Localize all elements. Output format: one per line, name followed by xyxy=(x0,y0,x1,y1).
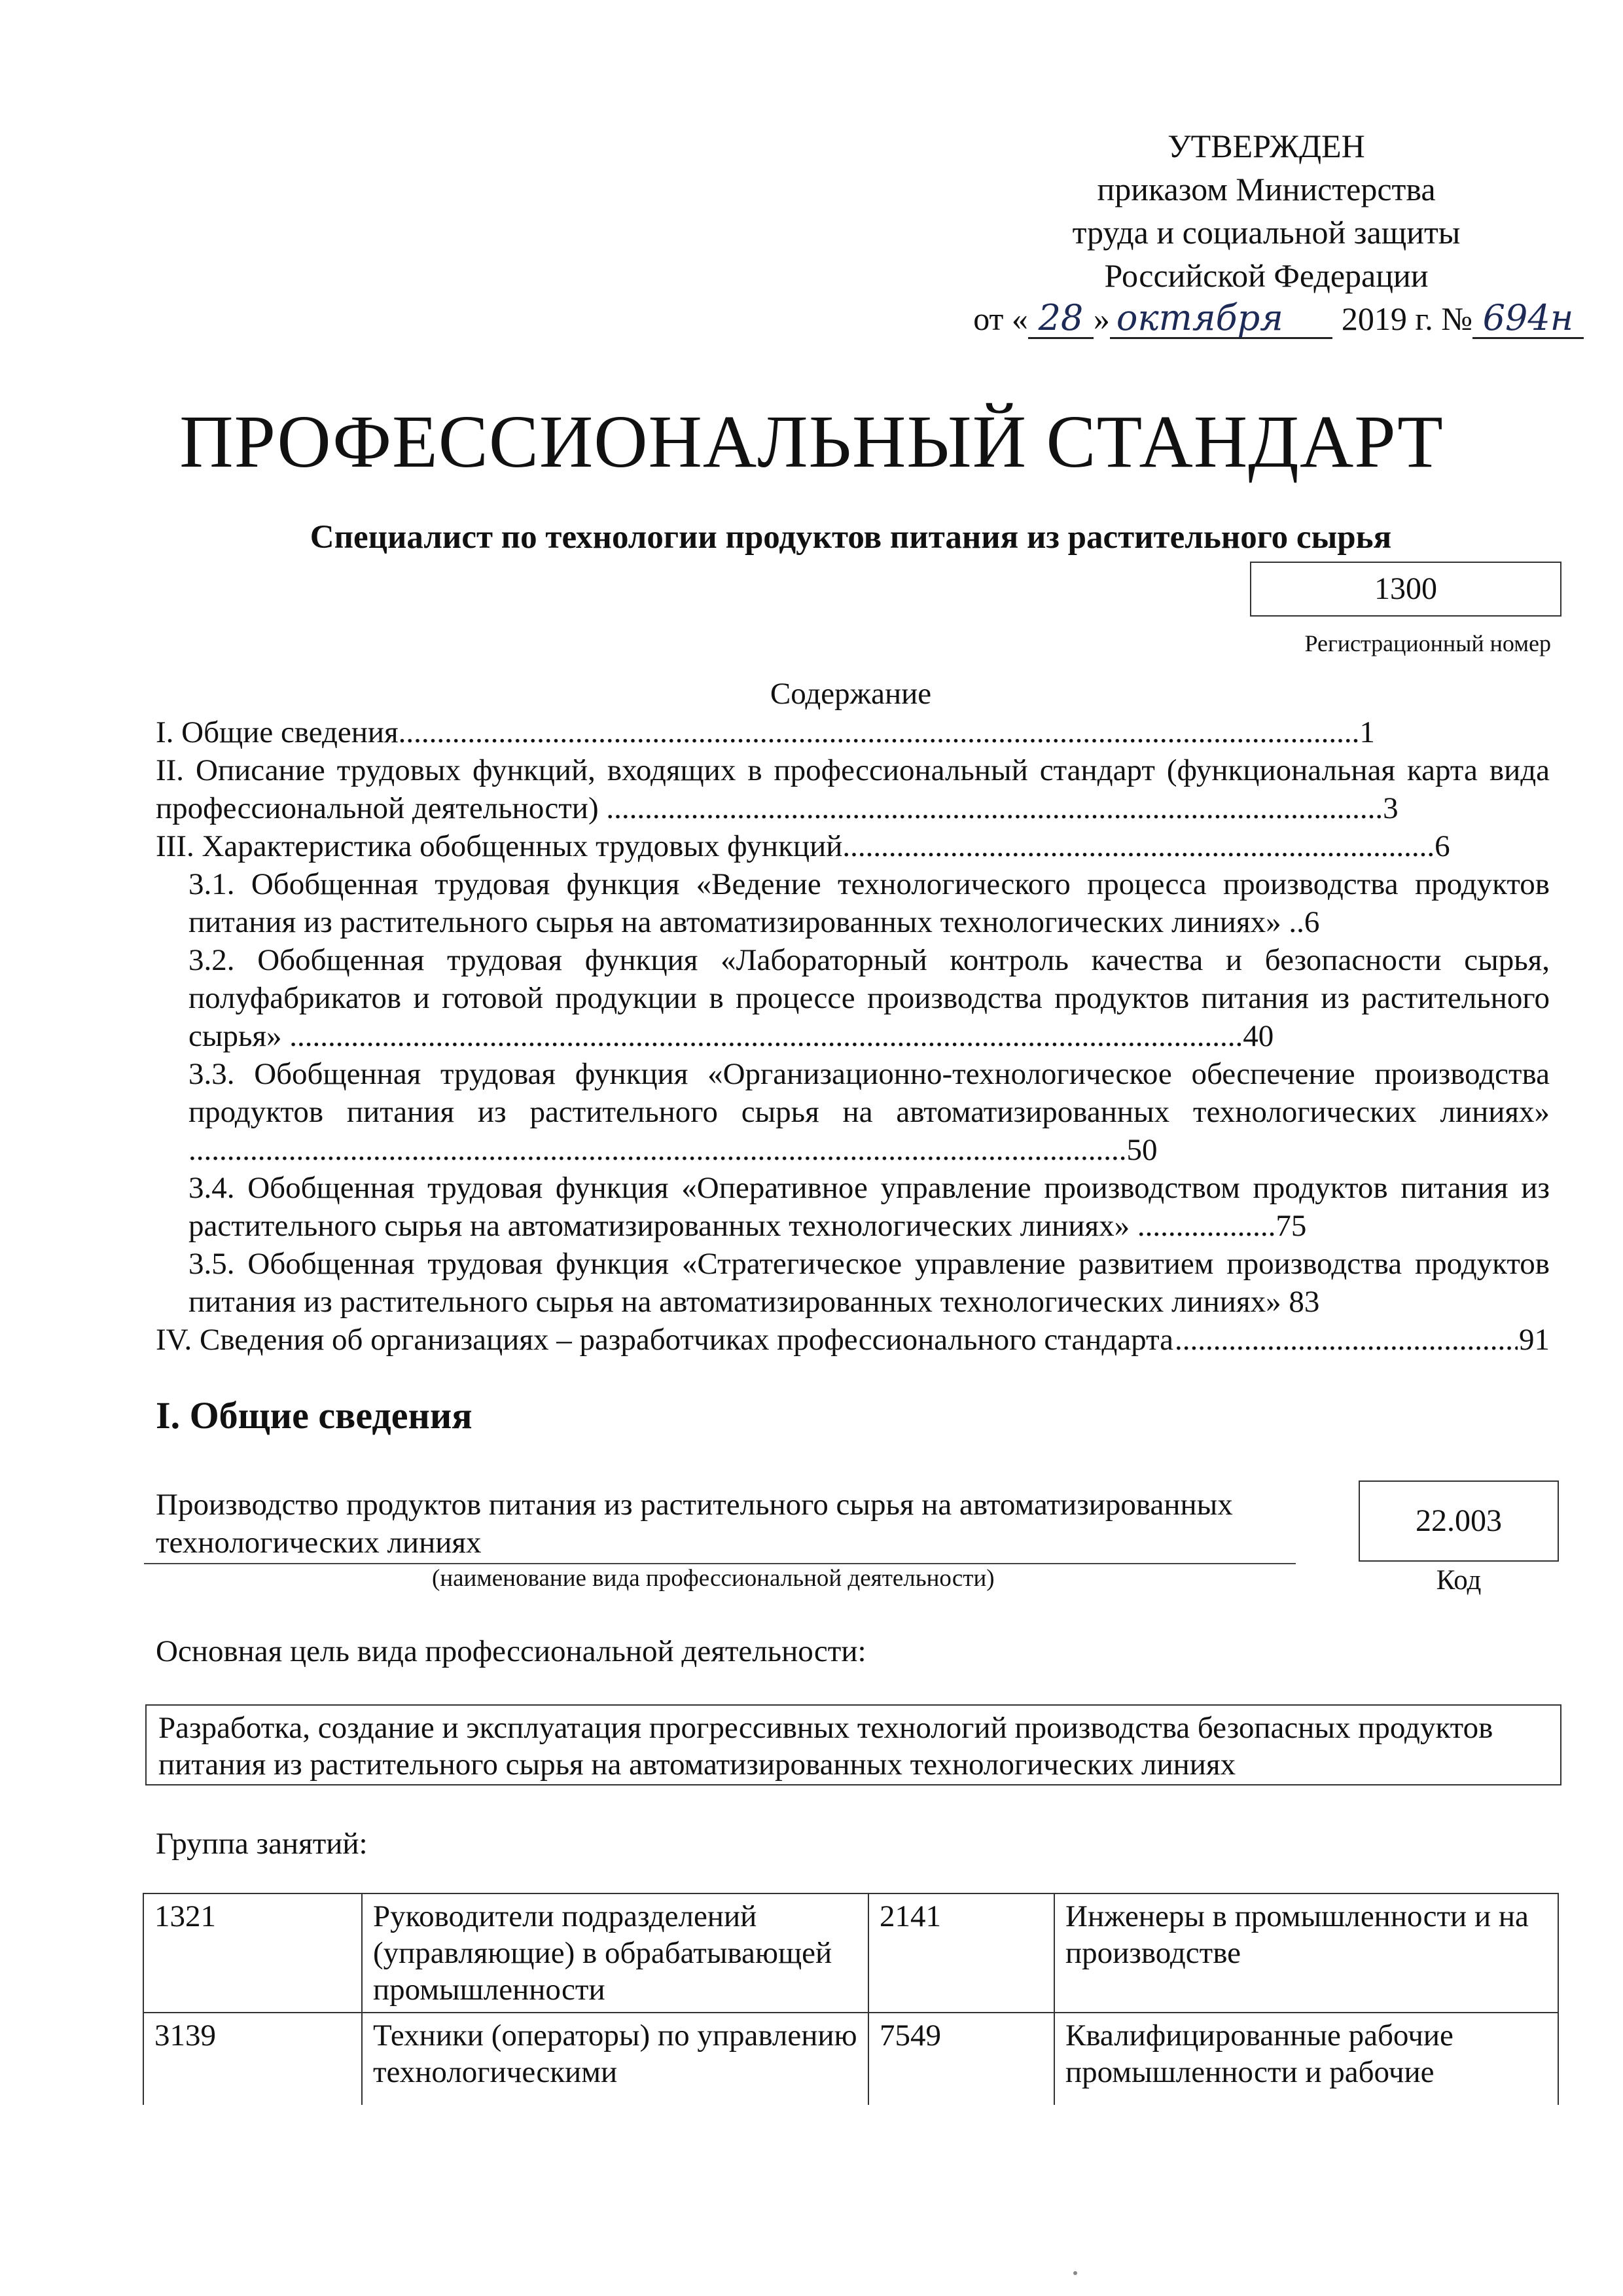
date-mid: » xyxy=(1093,300,1110,337)
document-title: ПРОФЕССИОНАЛЬНЫЙ СТАНДАРТ xyxy=(179,400,1444,483)
toc-leader-dots xyxy=(1175,1321,1518,1359)
toc-entry-3-5[interactable]: 3.5. Обобщенная трудовая функция «Стратегическое управление развитием производства продуктов питания из растительного сырья на автоматизированных технологических линиях» 83 xyxy=(188,1247,1550,1319)
approval-country: Российской Федерации xyxy=(1104,257,1429,294)
approval-ministry: труда и социальной защиты xyxy=(1072,214,1461,251)
occupation-code: 7549 xyxy=(868,2013,1054,2105)
toc-entry-3-2[interactable]: 3.2. Обобщенная трудовая функция «Лабораторный контроль качества и безопасности сырья, полуфабрикатов и готовой продукции в процессе производства продуктов питания из растительного сырья» ............................................................................................................................40 xyxy=(188,943,1550,1053)
date-prefix: от « xyxy=(973,300,1028,337)
toc-entry-3-3[interactable]: 3.3. Обобщенная трудовая функция «Организационно-технологическое обеспечение производства продуктов питания из растительного сырья на автоматизированных технологических линиях» ..........................................................................................................................50 xyxy=(188,1057,1550,1167)
section-1-heading: I. Общие сведения xyxy=(156,1394,473,1437)
occupation-name: Квалифицированные рабочие промышленности и рабочие xyxy=(1054,2013,1558,2105)
handwritten-month: октября xyxy=(1110,299,1332,339)
toc-entry-section-3[interactable]: III. Характеристика обобщенных трудовых функций.............................................................................6 xyxy=(156,829,1450,863)
toc-entry-section-4[interactable] xyxy=(156,1321,1550,1359)
toc-entry-section-1[interactable]: I. Общие сведения.............................................................................................................................1 xyxy=(156,715,1375,749)
activity-code-box: 22.003 xyxy=(1359,1480,1559,1562)
approval-heading: УТВЕРЖДЕН xyxy=(1168,128,1365,164)
table-of-contents xyxy=(156,713,1550,1359)
goal-label: Основная цель вида профессиональной деятельности: xyxy=(156,1634,866,1668)
table-row xyxy=(143,1893,1558,2013)
occupation-code: 3139 xyxy=(143,2013,362,2105)
table-row xyxy=(143,2013,1558,2105)
toc-entry-section-2[interactable]: II. Описание трудовых функций, входящих в профессиональный стандарт (функциональная карта вида профессиональной деятельности) .....................................................................................................3 xyxy=(156,753,1550,825)
toc-entry-section-4-text: IV. Сведения об организациях – разработчиках профессионального стандарта xyxy=(156,1323,1174,1357)
activity-type-caption: (наименование вида профессиональной деятельности) xyxy=(432,1565,995,1592)
approval-date-line xyxy=(916,297,1584,340)
goal-text-box: Разработка, создание и эксплуатация прогрессивных технологий производства безопасных продуктов питания из растительного сырья на автоматизированных технологических линиях xyxy=(145,1704,1561,1785)
toc-entry-section-4-page: 91 xyxy=(1519,1323,1550,1357)
occupation-name: Руководители подразделений (управляющие) в обрабатывающей промышленности xyxy=(362,1893,868,2013)
occupation-name: Инженеры в промышленности и на производстве xyxy=(1054,1893,1558,2013)
occupation-code: 2141 xyxy=(868,1893,1054,2013)
occupation-group-table xyxy=(143,1893,1559,2105)
occupation-name: Техники (операторы) по управлению технологическими xyxy=(362,2013,868,2105)
toc-entry-3-1[interactable]: 3.1. Обобщенная трудовая функция «Ведение технологического процесса производства продуктов питания из растительного сырья на автоматизированных технологических линиях» ..6 xyxy=(188,867,1550,939)
toc-heading: Содержание xyxy=(770,677,932,711)
date-year: 2019 г. № xyxy=(1341,300,1472,337)
handwritten-order-number: 694н xyxy=(1472,299,1584,339)
activity-type-name: Производство продуктов питания из растительного сырья на автоматизированных технологических линиях xyxy=(156,1488,1233,1560)
occupation-code: 1321 xyxy=(143,1893,362,2013)
handwritten-day: 28 xyxy=(1028,299,1094,339)
toc-entry-3-4[interactable]: 3.4. Обобщенная трудовая функция «Оперативное управление производством продуктов питания из растительного сырья на автоматизированных технологических линиях» ..................75 xyxy=(188,1171,1550,1243)
scan-speck xyxy=(1073,2271,1077,2275)
registration-number-box: 1300 xyxy=(1250,562,1561,617)
activity-code-caption: Код xyxy=(1436,1565,1482,1596)
approval-order: приказом Министерства xyxy=(1097,171,1436,207)
registration-number-caption: Регистрационный номер xyxy=(1304,630,1551,656)
approval-block xyxy=(916,124,1616,340)
occupation-group-label: Группа занятий: xyxy=(156,1827,368,1861)
document-subtitle: Специалист по технологии продуктов питания из растительного сырья xyxy=(310,519,1392,556)
